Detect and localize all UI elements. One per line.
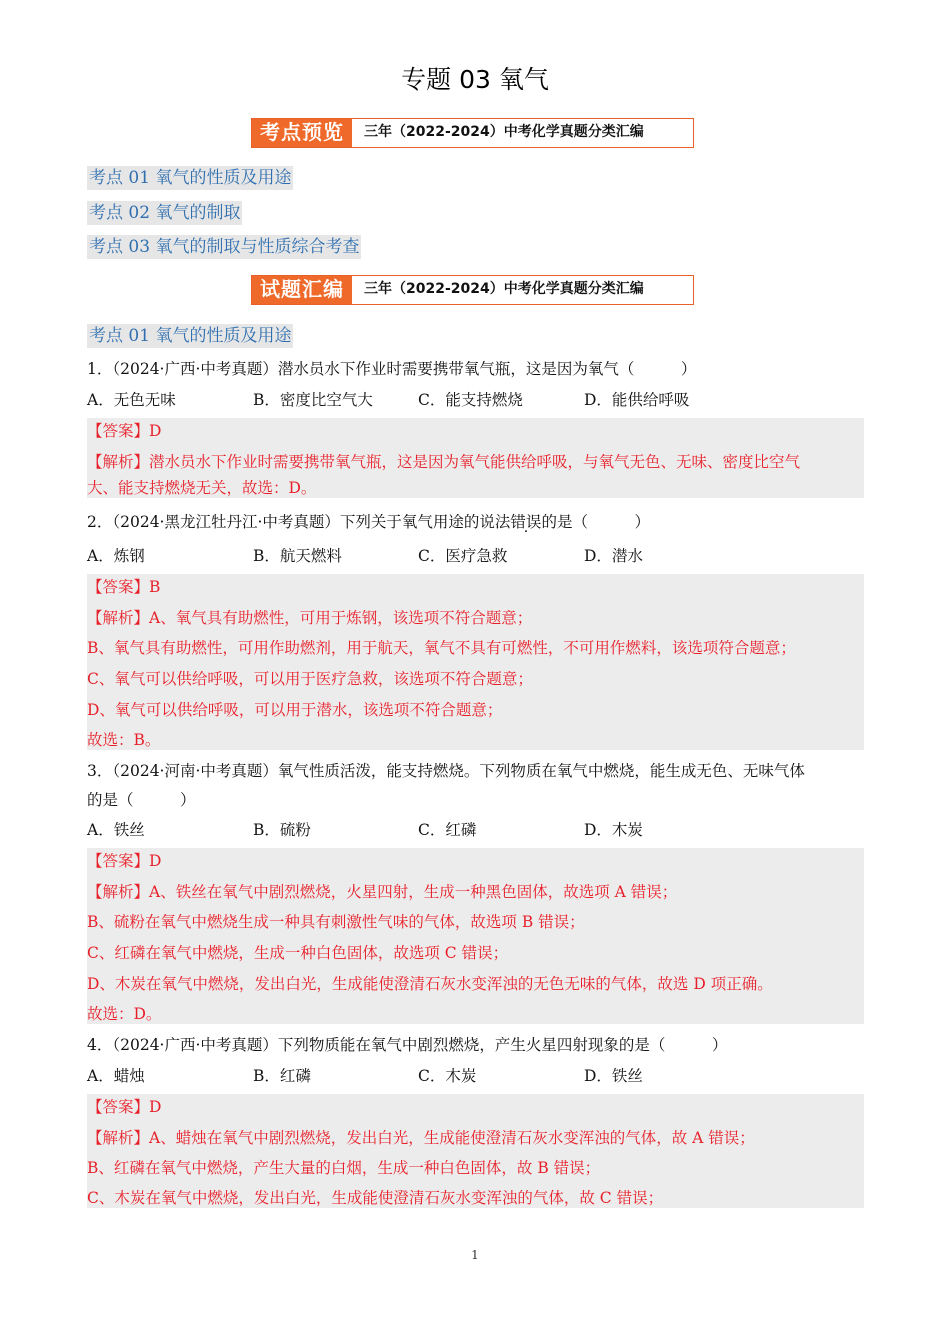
question-4-stem: 4．（2024·广西·中考真题）下列物质能在氧气中剧烈燃烧，产生火星四射现象的是（ ） <box>87 1036 728 1054</box>
analysis-line: D、氧气可以供给呼吸，可以用于潜水，该选项不符合题意； <box>87 701 503 719</box>
option-c: C．能支持燃烧 <box>418 391 523 409</box>
question-3-stem: 3．（2024·河南·中考真题）氧气性质活泼，能支持燃烧。下列物质在氧气中燃烧，能生成无色、无味气体 <box>87 762 805 780</box>
answer-text: 【答案】D <box>87 1098 162 1116</box>
option-d: D．木炭 <box>584 821 643 839</box>
option-c: C．木炭 <box>418 1067 477 1085</box>
emphasis-text: 错误 <box>510 513 542 531</box>
option-c: C．红磷 <box>418 821 477 839</box>
question-2-stem <box>87 511 650 533</box>
exercises-banner <box>251 275 694 305</box>
analysis-line: B、硫粉在氧气中燃烧生成一种具有刺激性气味的气体，故选项 B 错误； <box>87 913 585 931</box>
banner-tag: 考点预览 <box>252 119 352 147</box>
option-a: A．铁丝 <box>87 821 145 839</box>
answer-text: 【答案】B <box>87 578 161 596</box>
answer-block-4 <box>87 1094 864 1208</box>
analysis-line: D、木炭在氧气中燃烧，发出白光，生成能使澄清石灰水变浑浊的无色无味的气体，故选 D 项正确。 <box>87 975 773 993</box>
toc-link-1[interactable]: 考点 01 氧气的性质及用途 <box>89 168 292 188</box>
answer-block-2 <box>87 574 864 750</box>
analysis-line: B、红磷在氧气中燃烧，产生大量的白烟，生成一种白色固体，故 B 错误； <box>87 1159 601 1177</box>
answer-text: 【答案】D <box>87 422 162 440</box>
section-heading: 考点 01 氧气的性质及用途 <box>89 326 292 346</box>
option-d: D．能供给呼吸 <box>584 391 690 409</box>
question-3-stem-cont: 的是（ ） <box>87 791 196 809</box>
option-b: B．航天燃料 <box>253 547 342 565</box>
stem-part: 的是（ ） <box>541 513 650 531</box>
banner-subtitle: 三年（2022-2024）中考化学真题分类汇编 <box>364 281 644 297</box>
analysis-line: C、红磷在氧气中燃烧，生成一种白色固体，故选项 C 错误； <box>87 944 509 962</box>
preview-banner <box>251 118 694 148</box>
option-c: C．医疗急救 <box>418 547 508 565</box>
banner-subtitle: 三年（2022-2024）中考化学真题分类汇编 <box>364 124 644 140</box>
stem-part: 2．（2024·黑龙江牡丹江·中考真题）下列关于氧气用途的说法 <box>87 513 511 531</box>
page-title: 专题 03 氧气 <box>401 65 549 94</box>
analysis-line: 【解析】A、蜡烛在氧气中剧烈燃烧，发出白光，生成能使澄清石灰水变浑浊的气体，故 A 错误； <box>87 1129 755 1147</box>
option-a: A．蜡烛 <box>87 1067 145 1085</box>
question-1-stem: 1．（2024·广西·中考真题）潜水员水下作业时需要携带氧气瓶，这是因为氧气（ ） <box>87 360 697 378</box>
analysis-line: 【解析】A、铁丝在氧气中剧烈燃烧，火星四射，生成一种黑色固体，故选项 A 错误； <box>87 883 678 901</box>
analysis-line: 大、能支持燃烧无关，故选：D。 <box>87 479 317 497</box>
analysis-line: C、氧气可以供给呼吸，可以用于医疗急救，该选项不符合题意； <box>87 670 533 688</box>
option-b: B．密度比空气大 <box>253 391 373 409</box>
answer-block-3 <box>87 848 864 1024</box>
page-number: 1 <box>471 1248 479 1262</box>
toc-link-2[interactable]: 考点 02 氧气的制取 <box>89 203 241 223</box>
banner-tag: 试题汇编 <box>252 276 352 304</box>
option-b: B．硫粉 <box>253 821 311 839</box>
option-d: D．潜水 <box>584 547 643 565</box>
analysis-line: C、木炭在氧气中燃烧，发出白光，生成能使澄清石灰水变浑浊的气体，故 C 错误； <box>87 1189 664 1207</box>
option-d: D．铁丝 <box>584 1067 643 1085</box>
analysis-line: B、氧气具有助燃性，可用作助燃剂，用于航天，氧气不具有可燃性，不可用作燃料，该选项符合题意； <box>87 639 796 657</box>
answer-block-1 <box>87 418 864 498</box>
toc-link-3[interactable]: 考点 03 氧气的制取与性质综合考查 <box>89 237 360 257</box>
analysis-line: 故选：B。 <box>87 731 161 749</box>
option-b: B．红磷 <box>253 1067 311 1085</box>
option-a: A．炼钢 <box>87 547 145 565</box>
analysis-line: 【解析】A、氧气具有助燃性，可用于炼钢，该选项不符合题意； <box>87 609 533 627</box>
analysis-line: 故选：D。 <box>87 1005 162 1023</box>
answer-text: 【答案】D <box>87 852 162 870</box>
analysis-line: 【解析】潜水员水下作业时需要携带氧气瓶，这是因为氧气能供给呼吸，与氧气无色、无味、密度比空气 <box>87 453 801 471</box>
option-a: A．无色无味 <box>87 391 176 409</box>
